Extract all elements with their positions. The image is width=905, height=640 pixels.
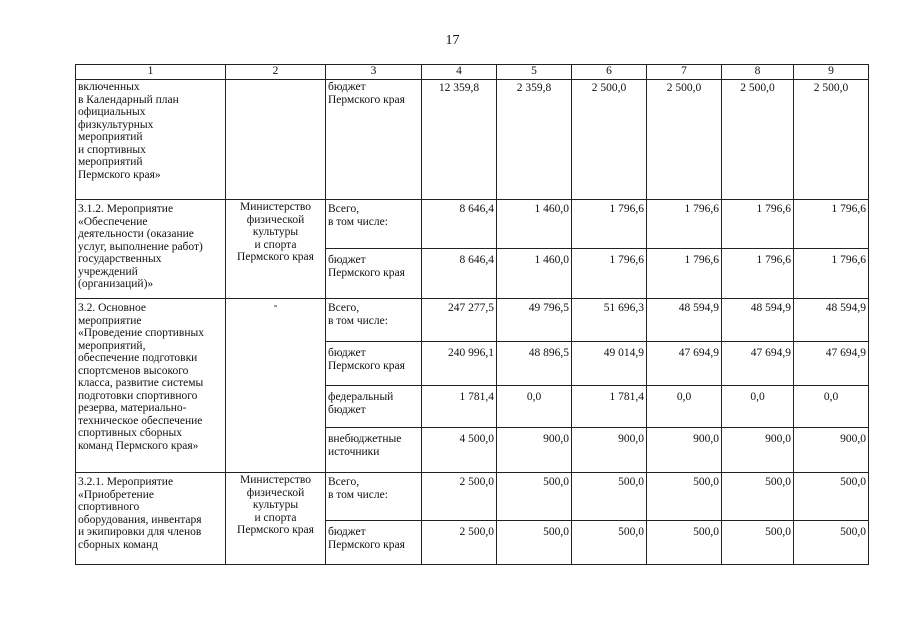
- column-number: 2: [226, 65, 326, 80]
- value-cell: 500,0: [722, 521, 794, 565]
- value-cell: 47 694,9: [794, 342, 869, 386]
- column-number: 9: [794, 65, 869, 80]
- activity-name: включенных в Календарный план официальных физкультурных мероприятий и спортивных мероприятий Пермского края»: [78, 81, 179, 181]
- funding-source-cell: [326, 342, 422, 386]
- activity-name-cell: [76, 299, 226, 473]
- activity-name-cell: [76, 200, 226, 299]
- value-cell: 0,0: [722, 386, 794, 428]
- value-cell: 0,0: [647, 386, 722, 428]
- value-cell: 0,0: [497, 386, 572, 428]
- value-cell: 900,0: [647, 428, 722, 473]
- table-row: [76, 80, 869, 200]
- column-number: 5: [497, 65, 572, 80]
- value-cell: 900,0: [794, 428, 869, 473]
- funding-source-cell: [326, 428, 422, 473]
- value-cell: 1 796,6: [794, 200, 869, 249]
- budget-table: [75, 64, 869, 565]
- table-row: [76, 200, 869, 249]
- funding-source: федеральный бюджет: [328, 391, 394, 416]
- executor-name: Министерство физической культуры и спорта Пермского края: [237, 201, 314, 263]
- funding-source: бюджет Пермского края: [328, 254, 405, 279]
- value-cell: 500,0: [647, 473, 722, 521]
- value-cell: 1 796,6: [794, 249, 869, 299]
- value-cell: 47 694,9: [722, 342, 794, 386]
- funding-source: внебюджетные источники: [328, 433, 402, 458]
- value-cell: 900,0: [722, 428, 794, 473]
- table-row: [76, 299, 869, 342]
- column-number: 8: [722, 65, 794, 80]
- executor-name: -: [273, 300, 278, 312]
- funding-source-cell: [326, 80, 422, 200]
- value-cell: 500,0: [647, 521, 722, 565]
- page-number: 17: [445, 33, 460, 48]
- column-number-row: [76, 65, 869, 80]
- value-cell: 247 277,5: [422, 299, 497, 342]
- executor-cell: [226, 80, 326, 200]
- value-cell: 48 594,9: [722, 299, 794, 342]
- value-cell: 1 796,6: [722, 249, 794, 299]
- value-cell: 8 646,4: [422, 249, 497, 299]
- column-number: 4: [422, 65, 497, 80]
- value-cell: 2 500,0: [794, 80, 869, 200]
- value-cell: 1 796,6: [722, 200, 794, 249]
- executor-cell: [226, 299, 326, 473]
- value-cell: 49 796,5: [497, 299, 572, 342]
- funding-source-cell: [326, 200, 422, 249]
- funding-source: бюджет Пермского края: [328, 81, 405, 106]
- funding-source: Всего, в том числе:: [328, 302, 388, 327]
- value-cell: 1 781,4: [572, 386, 647, 428]
- value-cell: 1 796,6: [647, 249, 722, 299]
- value-cell: 500,0: [794, 473, 869, 521]
- executor-cell: [226, 473, 326, 565]
- value-cell: 8 646,4: [422, 200, 497, 249]
- value-cell: 500,0: [497, 473, 572, 521]
- value-cell: 4 500,0: [422, 428, 497, 473]
- activity-name: 3.2. Основное мероприятие «Проведение спортивных мероприятий, обеспечение подготовки спортсменов высокого класса, развитие системы подготовки спортивного резерва, материально- техническое обеспечение спортивных сборных команд Пермского края»: [78, 302, 204, 452]
- funding-source-cell: [326, 299, 422, 342]
- executor-cell: [226, 200, 326, 299]
- column-number: 6: [572, 65, 647, 80]
- activity-name-cell: [76, 80, 226, 200]
- value-cell: 2 359,8: [497, 80, 572, 200]
- value-cell: 12 359,8: [422, 80, 497, 200]
- value-cell: 1 460,0: [497, 200, 572, 249]
- value-cell: 500,0: [497, 521, 572, 565]
- executor-name: Министерство физической культуры и спорта Пермского края: [237, 474, 314, 536]
- value-cell: 2 500,0: [722, 80, 794, 200]
- activity-name-cell: [76, 473, 226, 565]
- funding-source: бюджет Пермского края: [328, 347, 405, 372]
- table-row: [76, 473, 869, 521]
- value-cell: 1 796,6: [647, 200, 722, 249]
- activity-name: 3.2.1. Мероприятие «Приобретение спортивного оборудования, инвентаря и экипировки для членов сборных команд: [78, 476, 202, 551]
- activity-name: 3.1.2. Мероприятие «Обеспечение деятельности (оказание услуг, выполнение работ) государственных учреждений (организаций)»: [78, 203, 203, 290]
- column-number: 1: [76, 65, 226, 80]
- value-cell: 2 500,0: [647, 80, 722, 200]
- value-cell: 48 594,9: [794, 299, 869, 342]
- value-cell: 900,0: [572, 428, 647, 473]
- funding-source-cell: [326, 249, 422, 299]
- value-cell: 1 460,0: [497, 249, 572, 299]
- value-cell: 48 896,5: [497, 342, 572, 386]
- value-cell: 48 594,9: [647, 299, 722, 342]
- value-cell: 2 500,0: [422, 521, 497, 565]
- value-cell: 2 500,0: [422, 473, 497, 521]
- value-cell: 500,0: [572, 473, 647, 521]
- funding-source: Всего, в том числе:: [328, 203, 388, 228]
- value-cell: 1 781,4: [422, 386, 497, 428]
- value-cell: 0,0: [794, 386, 869, 428]
- value-cell: 47 694,9: [647, 342, 722, 386]
- value-cell: 500,0: [572, 521, 647, 565]
- funding-source-cell: [326, 521, 422, 565]
- column-number: 7: [647, 65, 722, 80]
- funding-source-cell: [326, 473, 422, 521]
- value-cell: 1 796,6: [572, 249, 647, 299]
- funding-source: бюджет Пермского края: [328, 526, 405, 551]
- value-cell: 500,0: [794, 521, 869, 565]
- value-cell: 1 796,6: [572, 200, 647, 249]
- value-cell: 900,0: [497, 428, 572, 473]
- value-cell: 51 696,3: [572, 299, 647, 342]
- value-cell: 500,0: [722, 473, 794, 521]
- funding-source: Всего, в том числе:: [328, 476, 388, 501]
- value-cell: 240 996,1: [422, 342, 497, 386]
- column-number: 3: [326, 65, 422, 80]
- value-cell: 2 500,0: [572, 80, 647, 200]
- value-cell: 49 014,9: [572, 342, 647, 386]
- funding-source-cell: [326, 386, 422, 428]
